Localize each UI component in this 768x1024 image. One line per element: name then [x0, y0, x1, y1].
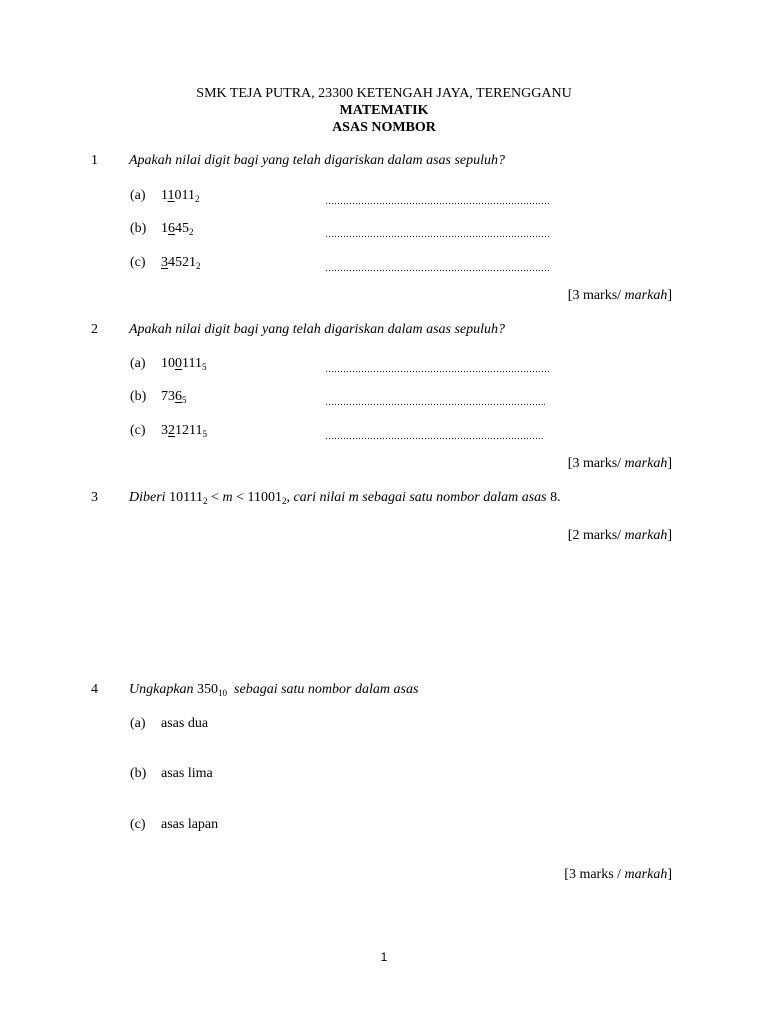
q1-part-b-value: $1645_2$ — [161, 221, 194, 237]
question-2-number: 2 — [91, 322, 98, 337]
page-number: 1 — [380, 950, 388, 964]
q4-marks: [3 marks / markah] — [564, 867, 672, 882]
question-1-text: Apakah nilai digit bagi yang telah digariskan dalam asas sepuluh? — [129, 153, 506, 168]
q2-part-c-label: (c) — [130, 423, 146, 438]
q1-part-b-answer-line[interactable]: ………………………………………………………………… — [325, 229, 550, 239]
q2-part-b-answer-line[interactable]: ……………………………………………………………….. — [325, 397, 546, 407]
question-4-text: Ungkapkan $350_{10}$ sebagai satu nombor dalam asas — [129, 682, 419, 698]
topic-title: ASAS NOMBOR — [332, 120, 436, 135]
q4-part-b-label: (b) — [130, 766, 147, 781]
q2-part-b-value: $736_5$ — [161, 389, 187, 405]
q1-part-b-label: (b) — [130, 221, 147, 236]
q2-part-c-answer-line[interactable]: ………………………………………………………………. — [325, 431, 544, 441]
question-1-number: 1 — [91, 153, 98, 168]
question-3-text: Diberi $10111_2 < m < 11001_2$, cari nilai m sebagai satu nombor dalam asas 8. — [129, 490, 561, 506]
q1-part-c-label: (c) — [130, 255, 146, 270]
q4-part-b-text: asas lima — [161, 766, 213, 781]
q1-part-c-value: $34521_2$ — [161, 255, 201, 271]
q2-part-b-label: (b) — [130, 389, 147, 404]
q1-part-c-answer-line[interactable]: ………………………………………………………………… — [325, 263, 550, 273]
q2-part-a-value: $100111_5$ — [161, 356, 207, 372]
q4-part-a-label: (a) — [130, 716, 146, 731]
q1-marks: [3 marks/ markah] — [567, 288, 672, 303]
q2-part-a-label: (a) — [130, 356, 146, 371]
q2-part-a-answer-line[interactable]: ………………………………………………………………… — [325, 364, 550, 374]
school-header: SMK TEJA PUTRA, 23300 KETENGAH JAYA, TERENGGANU — [196, 86, 572, 101]
q1-part-a-answer-line[interactable]: ………………………………………………………………… — [325, 196, 550, 206]
question-3-number: 3 — [91, 490, 98, 505]
question-4-number: 4 — [91, 682, 98, 697]
q2-marks: [3 marks/ markah] — [567, 456, 672, 471]
q4-part-c-label: (c) — [130, 817, 146, 832]
q4-part-a-text: asas dua — [161, 716, 209, 731]
subject-title: MATEMATIK — [339, 103, 429, 118]
q1-part-a-value: $11011_2$ — [161, 188, 200, 204]
question-2-text: Apakah nilai digit bagi yang telah digariskan dalam asas sepuluh? — [129, 322, 506, 337]
q2-part-c-value: $321211_5$ — [161, 423, 207, 439]
q1-part-a-label: (a) — [130, 188, 146, 203]
q4-part-c-text: asas lapan — [161, 817, 219, 832]
q3-marks: [2 marks/ markah] — [567, 528, 672, 543]
